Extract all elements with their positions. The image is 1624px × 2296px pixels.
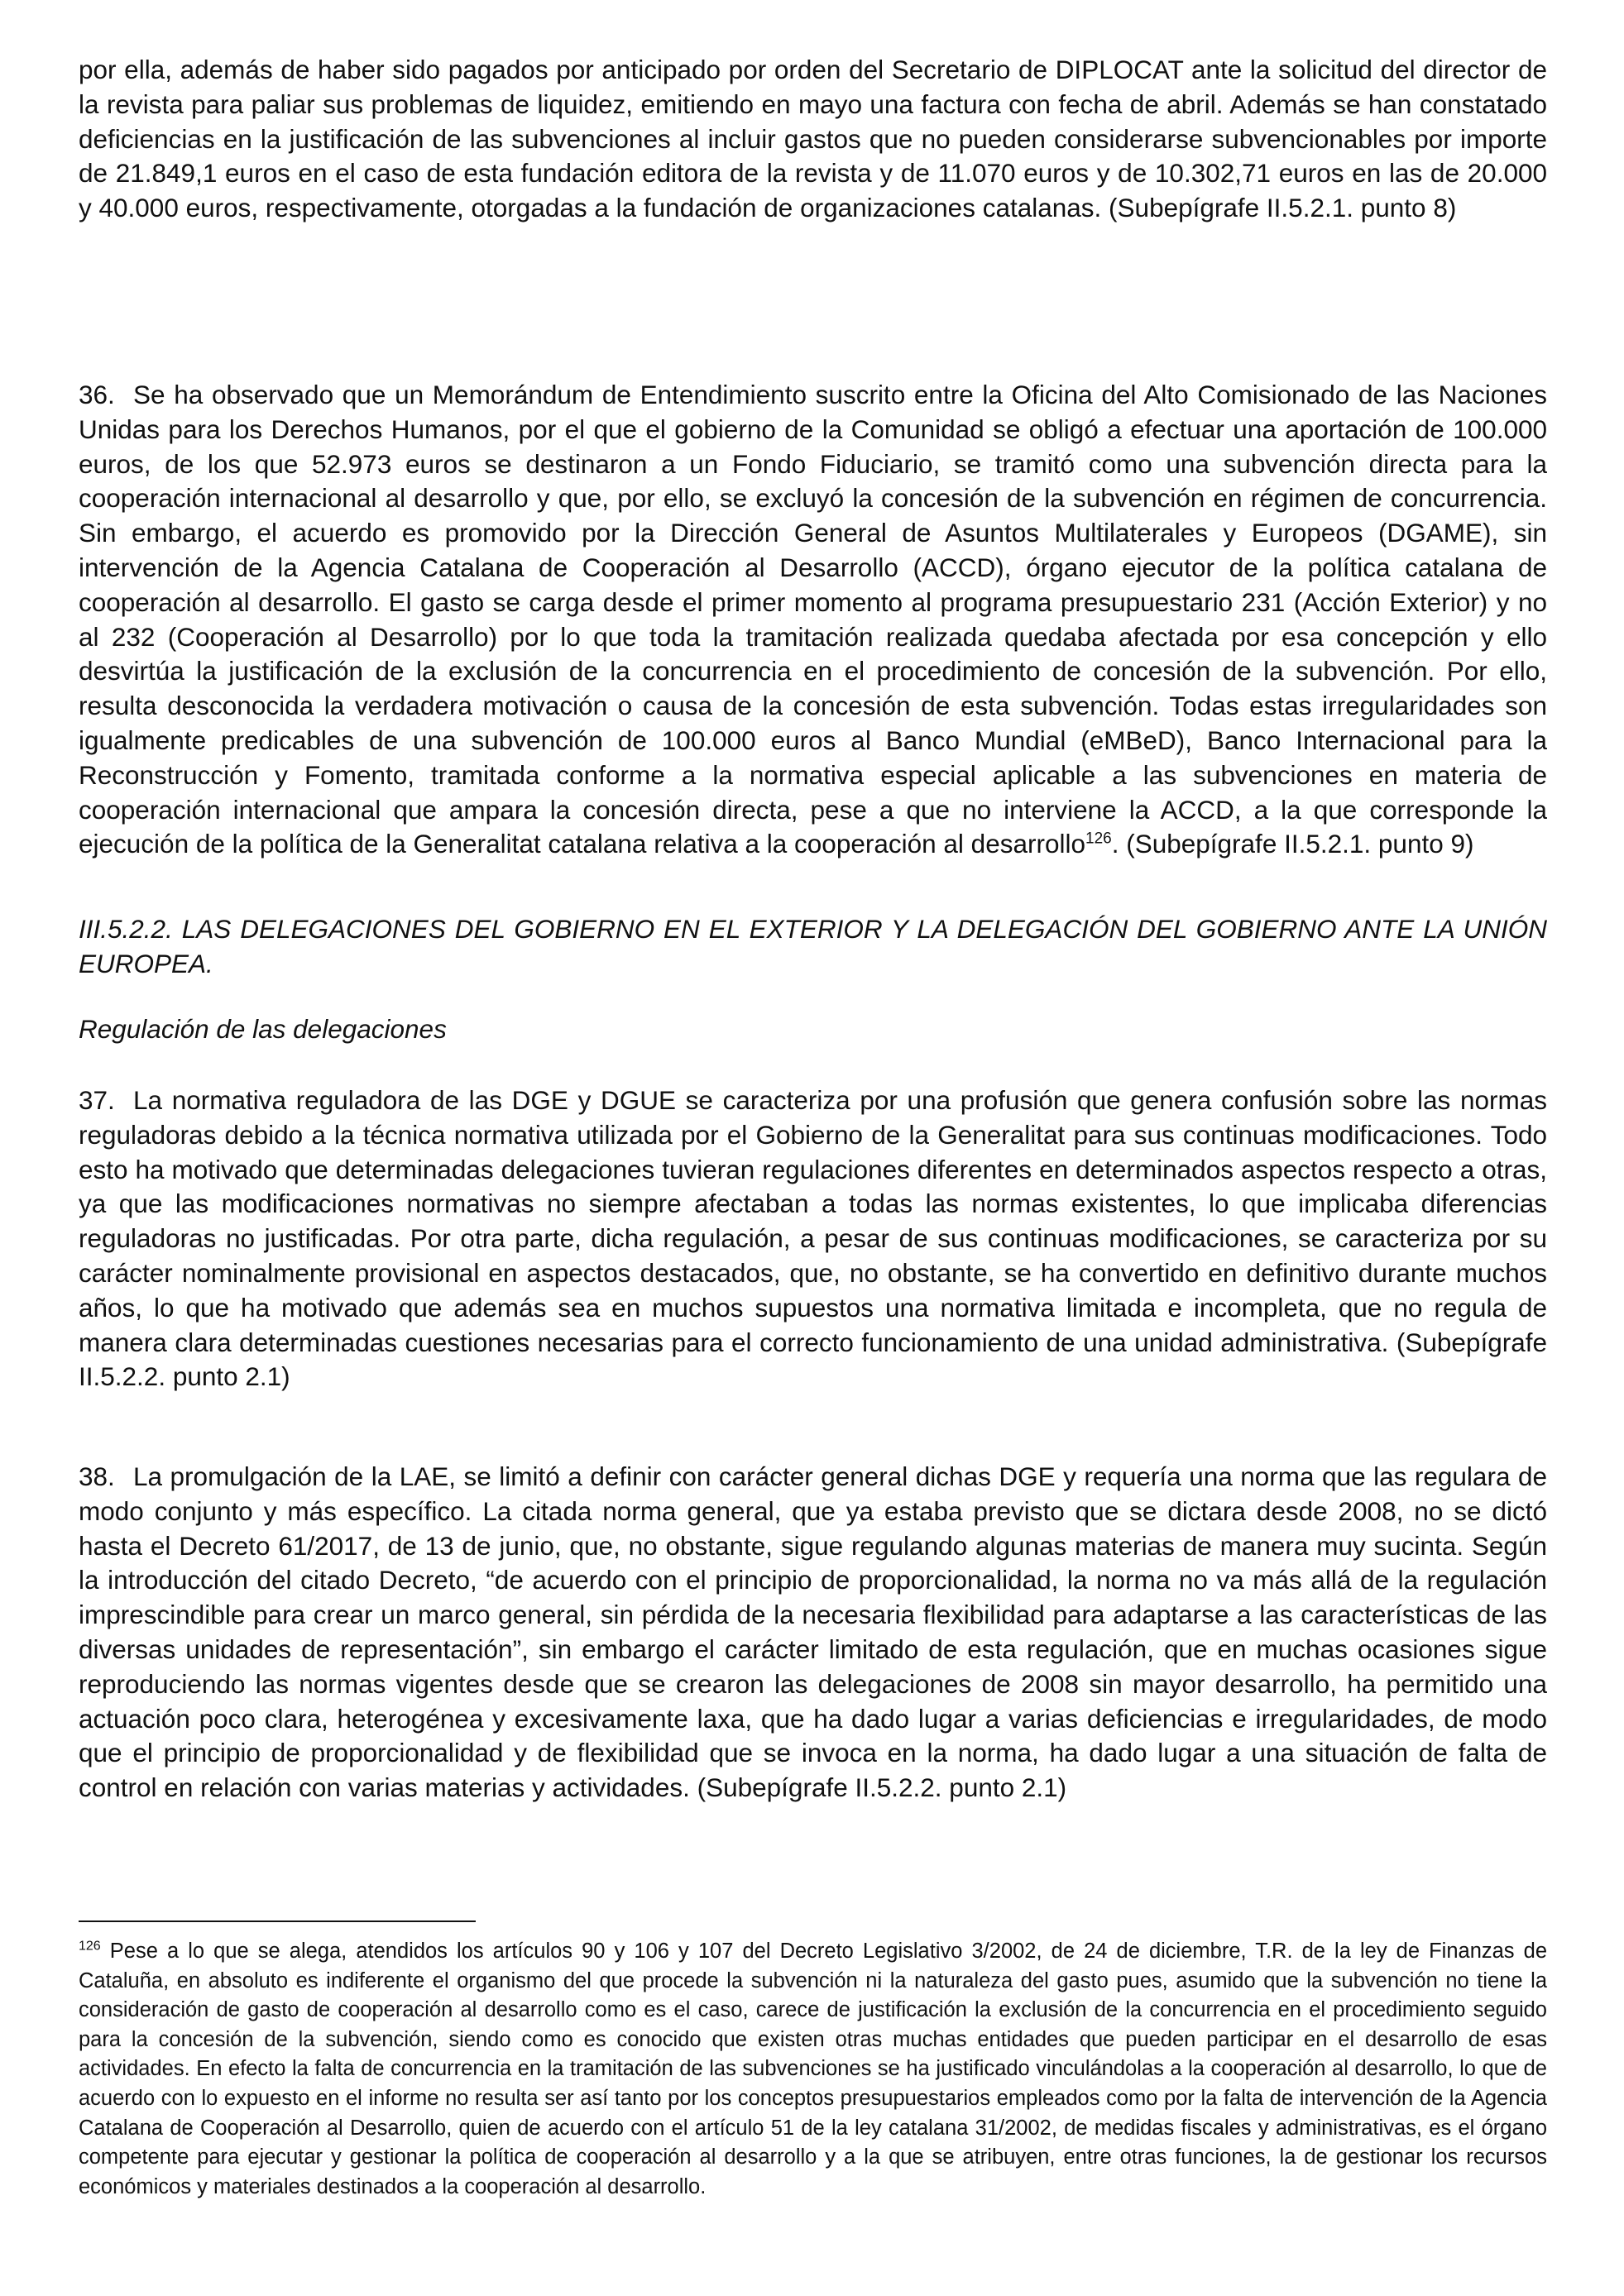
paragraph-number: 37. bbox=[79, 1085, 115, 1115]
footnote-text: Pese a lo que se alega, atendidos los artículos 90 y 106 y 107 del Decreto Legislativo 3/2002, de 24 de diciembre, T.R. de la ley de Finanzas de Cataluña, en absoluto es indiferente el organismo del que procede la subvención ni la naturaleza del gasto pues, asumido que la subvención no tiene la consideración de gasto de cooperación al desarrollo como es el caso, carece de justificación la exclusión de la concurrencia en el procedimiento seguido para la concesión de la subvención, siendo como es conocido que existen otras muchas entidades que pueden participar en el desarrollo de esas actividades. En efecto la falta de concurrencia en la tramitación de las subvenciones se ha justificado vinculándolas a la cooperación al desarrollo, lo que de acuerdo con lo expuesto en el informe no resulta ser así tanto por los conceptos presupuestarios empleados como por la falta de intervención de la Agencia Catalana de Cooperación al Desarrollo, quien de acuerdo con el artículo 51 de la ley catalana 31/2002, de medidas fiscales y administrativas, es el órgano competente para ejecutar y gestionar la política de cooperación al desarrollo y a la que se atribuyen, entre otras funciones, la de gestionar los recursos económicos y materiales destinados a la cooperación al desarrollo. bbox=[79, 1940, 1547, 2198]
paragraph-36 bbox=[79, 378, 1547, 862]
footnote-126 bbox=[79, 1937, 1547, 2202]
footnote-separator bbox=[79, 1921, 476, 1922]
paragraph-continuation: por ella, además de haber sido pagados por anticipado por orden del Secretario de DIPLOCAT ante la solicitud del director de la revista para paliar sus problemas de liquidez, emitiendo en mayo una factura con fecha de abril. Además se han constatado deficiencias en la justificación de las subvenciones al incluir gastos que no pueden considerarse subvencionables por importe de 21.849,1 euros en el caso de esta fundación editora de la revista y de 11.070 euros y de 10.302,71 euros en las de 20.000 y 40.000 euros, respectivamente, otorgadas a la fundación de organizaciones catalanas. (Subepígrafe II.5.2.1. punto 8) bbox=[79, 55, 1547, 223]
paragraph-tail: . (Subepígrafe II.5.2.1. punto 9) bbox=[1111, 829, 1474, 859]
paragraph-number: 36. bbox=[79, 380, 115, 409]
footnote-number: 126 bbox=[79, 1939, 101, 1954]
paragraph-37 bbox=[79, 1083, 1547, 1394]
paragraph-number: 38. bbox=[79, 1461, 115, 1491]
paragraph-text: La promulgación de la LAE, se limitó a definir con carácter general dichas DGE y requería una norma que las regulara de modo conjunto y más específico. La citada norma general, que ya estaba previsto que se dictara desde 2008, no se dictó hasta el Decreto 61/2017, de 13 de junio, que, no obstante, sigue regulando algunas materias de manera muy sucinta. Según la introducción del citado Decreto, “de acuerdo con el principio de proporcionalidad, la norma no va más allá de la regulación imprescindible para crear un marco general, sin pérdida de la necesaria flexibilidad para adaptarse a las características de las diversas unidades de representación”, sin embargo el carácter limitado de esta regulación, que en muchas ocasiones sigue reproduciendo las normas vigentes desde que se crearon las delegaciones de 2008 sin mayor desarrollo, ha permitido una actuación poco clara, heterogénea y excesivamente laxa, que ha dado lugar a varias deficiencias e irregularidades, de modo que el principio de proporcionalidad y de flexibilidad que se invoca en la norma, ha dado lugar a una situación de falta de control en relación con varias materias y actividades. (Subepígrafe II.5.2.2. punto 2.1) bbox=[79, 1461, 1547, 1803]
paragraph-38 bbox=[79, 1460, 1547, 1806]
paragraph-text: Se ha observado que un Memorándum de Entendimiento suscrito entre la Oficina del Alto Comisionado de las Naciones Unidas para los Derechos Humanos, por el que el gobierno de la Comunidad se obligó a efectuar una aportación de 100.000 euros, de los que 52.973 euros se destinaron a un Fondo Fiduciario, se tramitó como una subvención directa para la cooperación internacional al desarrollo y que, por ello, se excluyó la concesión de la subvención en régimen de concurrencia. Sin embargo, el acuerdo es promovido por la Dirección General de Asuntos Multilaterales y Europeos (DGAME), sin intervención de la Agencia Catalana de Cooperación al Desarrollo (ACCD), órgano ejecutor de la política catalana de cooperación al desarrollo. El gasto se carga desde el primer momento al programa presupuestario 231 (Acción Exterior) y no al 232 (Cooperación al Desarrollo) por lo que toda la tramitación realizada quedaba afectada por esa concepción y ello desvirtúa la justificación de la exclusión de la concurrencia en el procedimiento de concesión de la subvención. Por ello, resulta desconocida la verdadera motivación o causa de la concesión de esta subvención. Todas estas irregularidades son igualmente predicables de una subvención de 100.000 euros al Banco Mundial (eMBeD), Banco Internacional para la Reconstrucción y Fomento, tramitada conforme a la normativa especial aplicable a las subvenciones en materia de cooperación internacional que ampara la concesión directa, pese a que no interviene la ACCD, a la que corresponde la ejecución de la política de la Generalitat catalana relativa a la cooperación al desarrollo bbox=[79, 380, 1547, 859]
footnote-reference[interactable]: 126 bbox=[1085, 830, 1112, 848]
subheading: Regulación de las delegaciones bbox=[79, 1014, 447, 1044]
section-heading: III.5.2.2. LAS DELEGACIONES DEL GOBIERNO EN EL EXTERIOR Y LA DELEGACIÓN DEL GOBIERNO ANTE LA UNIÓN EUROPEA. bbox=[79, 914, 1547, 978]
paragraph-text: La normativa reguladora de las DGE y DGUE se caracteriza por una profusión que genera confusión sobre las normas reguladoras debido a la técnica normativa utilizada por el Gobierno de la Generalitat para sus continuas modificaciones. Todo esto ha motivado que determinadas delegaciones tuvieran regulaciones diferentes en determinados aspectos respecto a otras, ya que las modificaciones normativas no siempre afectaban a todas las normas existentes, lo que implicaba diferencias reguladoras no justificadas. Por otra parte, dicha regulación, a pesar de sus continuas modificaciones, se caracteriza por su carácter nominalmente provisional en aspectos destacados, que, no obstante, se ha convertido en definitivo durante muchos años, lo que ha motivado que además sea en muchos supuestos una normativa limitada e incompleta, que no regula de manera clara determinadas cuestiones necesarias para el correcto funcionamiento de una unidad administrativa. (Subepígrafe II.5.2.2. punto 2.1) bbox=[79, 1085, 1547, 1392]
